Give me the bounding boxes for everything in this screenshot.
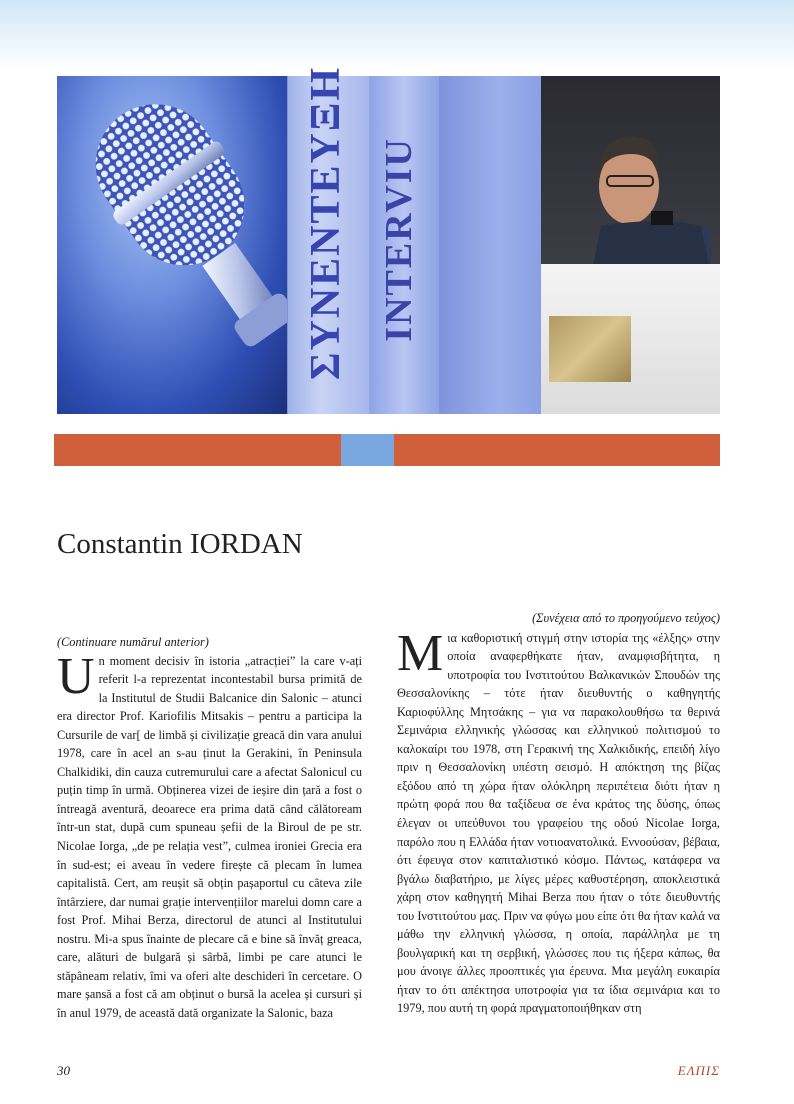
greek-column bbox=[397, 609, 720, 1018]
accent-bar bbox=[54, 434, 720, 466]
romanian-column bbox=[57, 633, 362, 1022]
microphone-icon bbox=[57, 76, 287, 414]
greek-title-panel bbox=[287, 66, 370, 414]
header-banner bbox=[57, 66, 720, 414]
accent-bar-left bbox=[54, 434, 341, 466]
accent-bar-middle bbox=[341, 434, 394, 466]
greek-section-title: ΣΥΝΕΝΤΕΥΞΗ bbox=[303, 66, 349, 380]
greek-body-text bbox=[397, 624, 720, 1018]
speaker-photo bbox=[541, 76, 720, 414]
drop-cap-ro: U bbox=[57, 647, 95, 705]
romanian-section-title: INTERVIU bbox=[378, 137, 420, 342]
page-number: 30 bbox=[57, 1063, 70, 1078]
accent-bar-right bbox=[394, 434, 720, 466]
journal-name: ΕΛΠΙΣ bbox=[677, 1063, 720, 1078]
podium-plaque bbox=[549, 316, 631, 382]
romanian-text: n moment decisiv în istoria „atracției” la care v-ați referit l-a reprezentat incontestabil bursa primită de la Institutul de Studii Balcanice din Salonic – atunci era director Prof. Kariofilis Mitsakis – pentru a participa la Cursurile de var[ de limbă și civilizație greacă din vara anului 1978, care în acel an s-au ținut la Gerakini, în Peninsula Chalkidiki, din cauza cutremurului care a afectat Salonicul cu puțin timp în urmă. Obținerea vizei de ieșire din țară a fost o întreagă aventură, deoarece era prima dată când călătoream într-un stat, după cum spuneau șefii de la Biroul de pe str. Nicolae Iorga, „de pe relația vest”, culmea ironiei Grecia era în sud-est; ei aveau în vedere firește că plecam în lumea capitalistă. Cert, am reușit să obțin pașaportul cu câteva zile întârziere, dar numai grație intervențiilor marelui domn care a fost Prof. Mihai Berza, directorul de atunci al Institutului nostru. Mi-a spus înainte de plecare că e bine să învăț greaca, care, alături de bulgară și sârbă, limbi pe care atunci le stăpâneam relativ, îmi va oferi alte deschideri în cercetare. O mare șansă a fost că am obținut o bursă la acelea și cursuri și în anul 1979, de această dată organizate la Salonic, baza bbox=[57, 653, 362, 1020]
microphone-image bbox=[57, 76, 287, 414]
drop-cap-gr: Μ bbox=[397, 624, 444, 682]
greek-text: ια καθοριστική στιγμή στην ιστορία της «έλξης» στην οποία αναφερθήκατε ήταν, αναμφισβήτητα, η υποτροφία του Ινστιτούτου Βαλκανικών Σπουδών της Θεσσαλονίκης – τότε ήταν διευθυντής ο καθηγητής Καριοφύλλης Μητσάκης – για να παρακολουθήσω τα θερινά Σεμινάρια ελληνικής γλώσσας και ελληνικού πολιτισμού το καλοκαίρι του 1978, στη Γερακινή της Χαλκιδικής, επειδή λίγο πριν η Θεσσαλονίκη υπέστη σεισμό. Η απόκτηση της βίζας εξόδου από τη χώρα ήταν ολόκληρη περιπέτεια διότι ήταν η πρώτη φορά που θα ταξίδευα σε ένα κράτος της δύσης, όπως έλεγαν οι υπεύθυνοι του γραφείου της οδού Nicolae Iorga, παρόλο που η Ελλάδα ήταν νοτιοανατολικά. Εννοούσαν, βέβαια, ότι έφευγα στον καπιταλιστικό κόσμο. Πάντως, κατάφερα να βγάλω διαβατήριο, με λίγες μέρες καθυστέρηση, αποκλειστικά χάρη στον καθηγητή Mihai Berza που ήταν ο τότε διευθυντής του Ινστιτούτου μας. Πριν να φύγω μου είπε ότι θα ήταν καλά να μάθω την ελληνική γλώσσα, η οποία, παράλληλα με τη βουλγαρική και τη σερβική, γλώσσες που τις ήξερα κάπως, θα μου άνοιγε άλλες προοπτικές για έρευνα. Μια μεγάλη ευκαιρία ήταν το ότι απέκτησα υποτροφία για τα ίδια σεμινάρια και το 1979, που αυτή τη φορά πραγματοποιήθηκαν στη bbox=[397, 630, 720, 1016]
continuation-note-ro: (Continuare numărul anterior) bbox=[57, 635, 209, 649]
latin-title-panel bbox=[369, 76, 439, 414]
author-name: Constantin IORDAN bbox=[57, 528, 303, 560]
decorative-panel bbox=[439, 76, 541, 414]
continuation-note-gr: (Συνέχεια από το προηγούμενο τεύχος) bbox=[532, 611, 720, 625]
romanian-body-text bbox=[57, 647, 362, 1023]
